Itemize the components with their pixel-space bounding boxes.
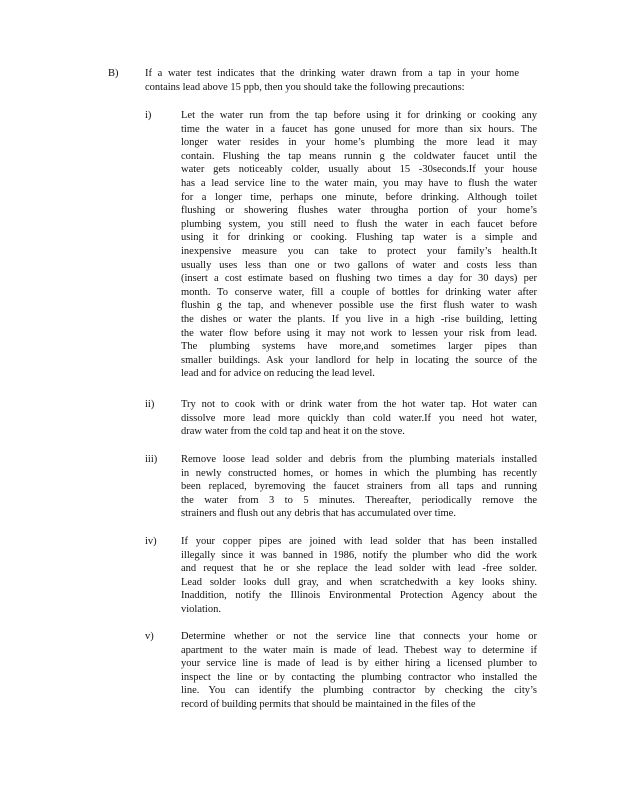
item-number: v): [145, 631, 154, 642]
text-line: time the water in a faucet has gone unused for more than six hours. The: [181, 123, 537, 135]
section-label: B): [108, 68, 119, 79]
item-text: [181, 453, 537, 521]
item-text: [181, 535, 537, 617]
text-line: and request that he or she replace the lead solder with lead -free solder.: [181, 563, 537, 575]
text-line: illegally since it was banned in 1986, notify the plumber who did the work: [181, 549, 537, 561]
text-line: the dishes or water the plants. If you live in a high -rise building, letting: [181, 313, 537, 325]
text-line: record of building permits that should be maintained in the files of the: [181, 698, 476, 710]
text-line: plumbing system, you still need to flush the water in each faucet before: [181, 218, 537, 230]
text-line: Inaddition, notify the Illinois Environmental Protection Agency about the: [181, 590, 537, 602]
text-line: the water flow before using it may not work to lessen your risk from lead.: [181, 327, 537, 339]
item-number: ii): [145, 399, 155, 410]
text-line: violation.: [181, 603, 221, 615]
text-line: lead and for advice on reducing the lead level.: [181, 368, 375, 380]
text-line: the water from 3 to 5 minutes. Thereafter, periodically remove the: [181, 494, 537, 506]
text-line: strainers and flush out any debris that has accumulated over time.: [181, 508, 456, 520]
text-line: dissolve more lead more quickly than cold water.If you need hot water,: [181, 412, 537, 424]
text-line: has a lead service line to the water main, you may have to flush the water: [181, 177, 537, 189]
text-line: line. You can identify the plumbing contractor by checking the city’s: [181, 685, 537, 697]
text-line: your service line is made of lead is by either hiring a licensed plumber to: [181, 658, 537, 670]
text-line: If your copper pipes are joined with lead solder that has been installed: [181, 536, 537, 547]
text-line: draw water from the cold tap and heat it on the stove.: [181, 426, 405, 438]
text-line: Lead solder looks dull gray, and when scratchedwith a key looks shiny.: [181, 576, 537, 588]
text-line: Try not to cook with or drink water from the hot water tap. Hot water can: [181, 399, 537, 410]
text-line: water gets noticeably colder, usually about 15 -30seconds.If your house: [181, 164, 537, 176]
text-line: Let the water run from the tap before using it for drinking or cooking any: [181, 110, 537, 121]
text-line: smaller buildings. Ask your landlord for help in locating the source of the: [181, 354, 537, 366]
text-line: Remove loose lead solder and debris from the plumbing materials installed: [181, 454, 537, 465]
item-number: iii): [145, 454, 158, 465]
text-line: in newly constructed homes, or homes in which the plumbing has recently: [181, 467, 537, 479]
item-number: iv): [145, 536, 157, 547]
text-line: The plumbing systems have more,and sometimes larger pipes than: [181, 341, 537, 353]
item-number: i): [145, 110, 152, 121]
text-line: contain. Flushing the tap means runnin g the coldwater faucet until the: [181, 150, 537, 162]
text-line: flushing or showering flushes water througha portion of your home’s: [181, 205, 537, 217]
text-line: Determine whether or not the service line that connects your home or: [181, 631, 537, 642]
item-text: [181, 109, 537, 381]
text-line: inspect the line or by contacting the plumbing contractor who installed the: [181, 671, 537, 683]
text-line: inexpensive measure you can take to protect your family’s health.It: [181, 245, 537, 257]
item-text: [181, 398, 537, 439]
item-text: [181, 630, 537, 712]
text-line: flushin g the tap, and whenever possible use the first flush water to wash: [181, 300, 537, 312]
intro-line: contains lead above 15 ppb, then you should take the following precautions:: [145, 81, 465, 93]
text-line: using it for drinking or cooking. Flushing tap water is a simple and: [181, 232, 537, 244]
text-line: been replaced, byremoving the faucet strainers from all taps and running: [181, 481, 537, 493]
section-intro: [145, 67, 519, 94]
text-line: longer water resides in your home’s plumbing the more lead it may: [181, 137, 537, 149]
text-line: (insert a cost estimate based on flushing two times a day for 30 days) per: [181, 273, 537, 285]
text-line: month. To conserve water, fill a couple of bottles for drinking water after: [181, 286, 537, 298]
intro-line: If a water test indicates that the drinking water drawn from a tap in your home: [145, 68, 519, 79]
text-line: apartment to the water main is made of lead. Thebest way to determine if: [181, 644, 537, 656]
text-line: usually uses less than one or two gallons of water and costs less than: [181, 259, 537, 271]
text-line: for a longer time, perhaps one minute, before drinking. Although toilet: [181, 191, 537, 203]
